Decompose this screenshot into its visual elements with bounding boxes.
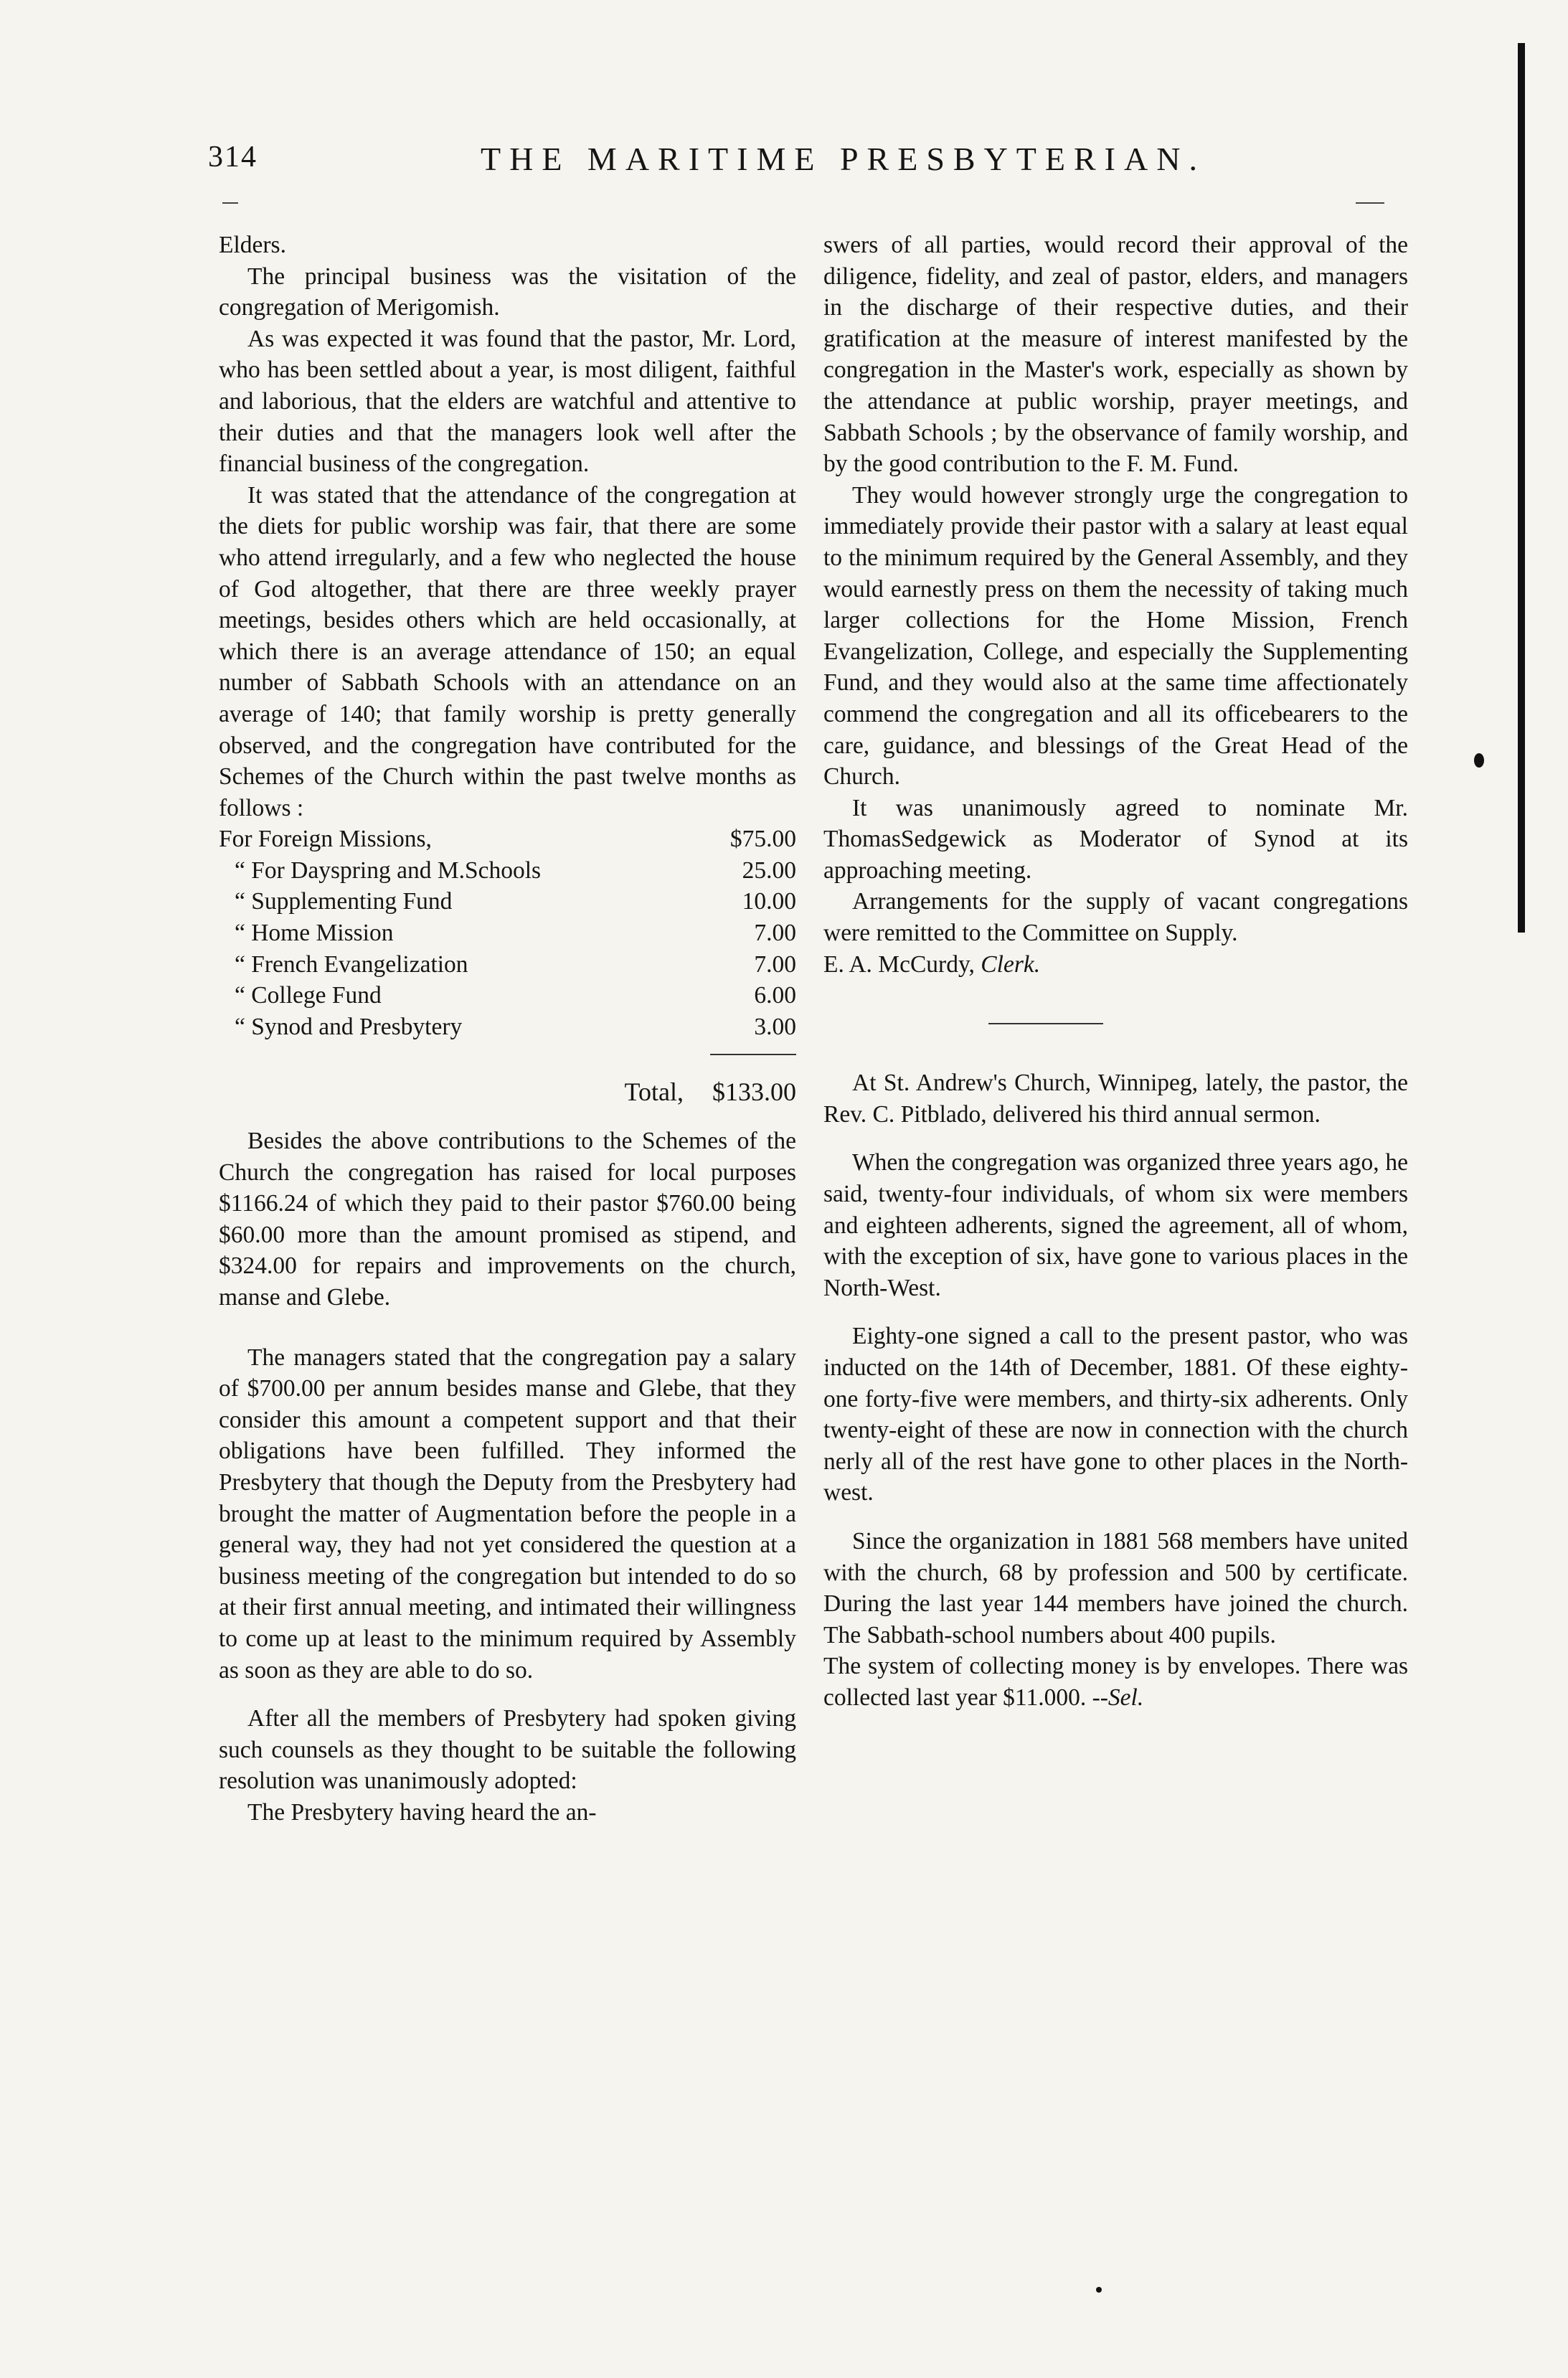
page-number: 314 bbox=[208, 141, 258, 174]
table-row bbox=[219, 1011, 796, 1043]
right-para-9-text: The system of collecting money is by envelopes. There was collected last year $11.000. -- bbox=[823, 1653, 1408, 1711]
left-column bbox=[219, 230, 796, 1829]
fund-label: “ For Dayspring and M.Schools bbox=[235, 857, 542, 884]
left-para-8: The Presbytery having heard the an- bbox=[247, 1798, 597, 1826]
left-para-1: Elders. bbox=[219, 232, 286, 258]
scan-speck bbox=[1474, 753, 1484, 768]
fund-label: “ Supplementing Fund bbox=[235, 888, 453, 915]
contributions-table bbox=[219, 824, 796, 1042]
left-para-4: It was stated that the attendance of the congregation at the diets for public worship was fair, that there are some who attend irregularly, and a few who neglected the house of God altogether, that there are three weekly prayer meetings, besides others which are held occasionally, at which there is an average attendance of 150; an equal number of Sabbath Schools with an attendance on an average of 140; that family worship is pretty generally observed, and the congregation have contributed for the Schemes of the Church within the past twelve months as follows : bbox=[219, 481, 796, 821]
clerk-role: Clerk. bbox=[981, 950, 1041, 978]
left-para-2: The principal business was the visitation of the congregation of Merigomish. bbox=[219, 263, 796, 321]
page-header bbox=[208, 140, 1413, 183]
right-para-7: Eighty-one signed a call to the present pastor, who was inducted on the 14th of December, 1881. Of these eighty-one forty-five were members, and thirty-six adherents. Only twenty-eight of these are now in connection with the church nerly all of the rest have gone to other places in the North-west. bbox=[823, 1323, 1408, 1506]
running-title: THE MARITIME PRESBYTERIAN. bbox=[481, 141, 1206, 177]
scan-edge-bar bbox=[1518, 43, 1525, 933]
fund-amount: 25.00 bbox=[742, 857, 796, 884]
table-row bbox=[219, 855, 796, 887]
fund-label: “ Home Mission bbox=[235, 920, 394, 947]
fund-amount: 6.00 bbox=[754, 982, 796, 1009]
header-rule-right bbox=[1356, 202, 1384, 204]
right-para-2: They would however strongly urge the congregation to immediately provide their pastor with a salary at least equal to the minimum required by the General Assembly, and they would earnestly press on them the necessity of taking much larger collections for the Home Mission, French Evangelization, College, and especially the Supplementing Fund, and they would also at the same time affectionately commend the congregation and all its officebearers to the care, guidance, and blessings of the Great Head of the Church. bbox=[823, 481, 1408, 791]
scan-speck bbox=[1096, 2287, 1102, 2293]
total-row bbox=[219, 1077, 796, 1108]
table-row bbox=[219, 824, 796, 855]
right-para-3: It was unanimously agreed to nominate Mr. ThomasSedgewick as Moderator of Synod at its approaching meeting. bbox=[823, 794, 1408, 884]
left-para-3: As was expected it was found that the pastor, Mr. Lord, who has been settled about a year, is most diligent, faithful and laborious, that the elders are watchful and attentive to their duties and that the managers look well after the financial business of the congregation. bbox=[219, 325, 796, 478]
table-row bbox=[219, 886, 796, 917]
left-para-7: After all the members of Presbytery had spoken giving such counsels as they thought to be suitable the following resolution was unanimously adopted: bbox=[219, 1705, 796, 1795]
table-row bbox=[219, 917, 796, 949]
right-para-5: At St. Andrew's Church, Winnipeg, lately, the pastor, the Rev. C. Pitblado, delivered his third annual sermon. bbox=[823, 1070, 1408, 1128]
section-divider bbox=[988, 1023, 1103, 1024]
fund-amount: 10.00 bbox=[742, 888, 796, 915]
fund-label: “ Synod and Presbytery bbox=[235, 1013, 463, 1040]
fund-label: “ French Evangelization bbox=[235, 950, 468, 978]
table-row bbox=[219, 980, 796, 1011]
fund-label: For Foreign Missions, bbox=[219, 826, 432, 853]
right-para-1: swers of all parties, would record their approval of the diligence, fidelity, and zeal of pastor, elders, and managers in the discharge of their respective duties, and their gratification at the measure of interest manifested by the congregation in the Master's work, especially as shown by the attendance at public worship, prayer meetings, and Sabbath Schools ; by the observance of family worship, and by the good contribution to the F. M. Fund. bbox=[823, 232, 1408, 478]
left-para-6: The managers stated that the congregation pay a salary of $700.00 per annum besides manse and Glebe, that they consider this amount a competent support and that their obligations have been fulfilled. They informed the Presbytery that though the Deputy from the Presbytery had brought the matter of Augmentation before the people in a general way, they had not yet considered the question at a business meeting of the congregation but intended to do so at their first annual meeting, and intimated their willingness to come up at least to the minimum required by Assembly as soon as they are able to do so. bbox=[219, 1344, 796, 1684]
left-para-5: Besides the above contributions to the Schemes of the Church the congregation has raised for local purposes $1166.24 of which they paid to their pastor $760.00 being $60.00 more than the amount promised as stipend, and $324.00 for repairs and improvements on the church, manse and Glebe. bbox=[219, 1128, 796, 1311]
fund-label: “ College Fund bbox=[235, 982, 382, 1009]
clerk-name: E. A. McCurdy, bbox=[823, 950, 975, 978]
header-rule-left bbox=[222, 202, 238, 204]
right-para-9 bbox=[823, 1651, 1408, 1713]
total-label: Total, bbox=[624, 1077, 684, 1107]
fund-amount: 7.00 bbox=[754, 950, 796, 978]
right-para-8: Since the organization in 1881 568 members have united with the church, 68 by profession and 500 by certificate. During the last year 144 members have joined the church. The Sabbath-school numbers about 400 pupils. bbox=[823, 1527, 1408, 1648]
table-row bbox=[219, 949, 796, 981]
right-para-4: Arrangements for the supply of vacant congregations were remitted to the Committee on Supply. bbox=[823, 888, 1408, 947]
clerk-signature bbox=[823, 949, 1408, 981]
fund-amount: $75.00 bbox=[729, 826, 796, 853]
right-para-6: When the congregation was organized three years ago, he said, twenty-four individuals, of whom six were members and eighteen adherents, signed the agreement, all of whom, with the exception of six, have gone to various places in the North-West. bbox=[823, 1149, 1408, 1301]
fund-amount: 3.00 bbox=[754, 1013, 796, 1040]
fund-amount: 7.00 bbox=[754, 920, 796, 947]
total-value: $133.00 bbox=[712, 1077, 796, 1107]
source-note: Sel. bbox=[1107, 1684, 1144, 1711]
total-rule bbox=[710, 1054, 796, 1077]
right-column bbox=[823, 230, 1408, 1714]
